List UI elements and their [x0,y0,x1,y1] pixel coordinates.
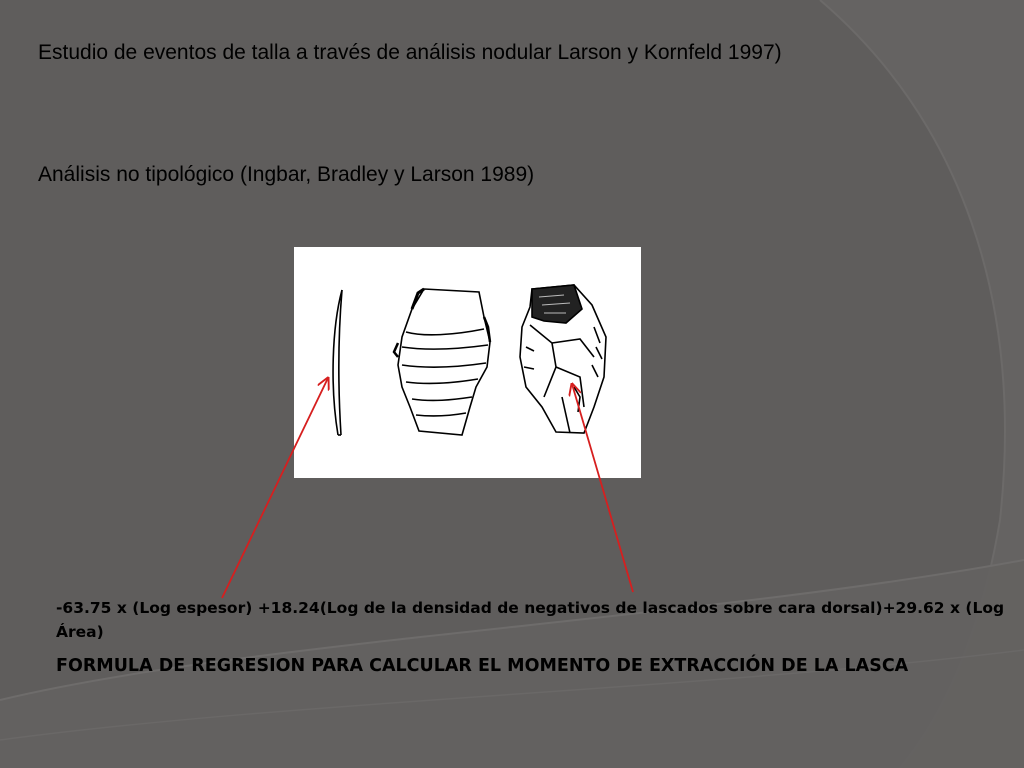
regression-formula: -63.75 x (Log espesor) +18.24(Log de la densidad de negativos de lascados sobre cara dorsal)+29.62 x (Log Área) [56,599,1005,641]
stone-flake-drawings-icon [294,247,641,478]
flake-dorsal-drawing [520,285,606,433]
slide-heading-nodular-analysis: Estudio de eventos de talla a través de análisis nodular Larson y Kornfeld 1997) [38,41,782,64]
stone-flake-figure [294,247,641,478]
flake-ventral-drawing [394,289,490,435]
slide-heading-non-typological: Análisis no tipológico (Ingbar, Bradley y Larson 1989) [38,163,535,186]
formula-caption: FORMULA DE REGRESION PARA CALCULAR EL MOMENTO DE EXTRACCIÓN DE LA LASCA [56,656,909,676]
flake-profile-drawing [333,290,342,435]
